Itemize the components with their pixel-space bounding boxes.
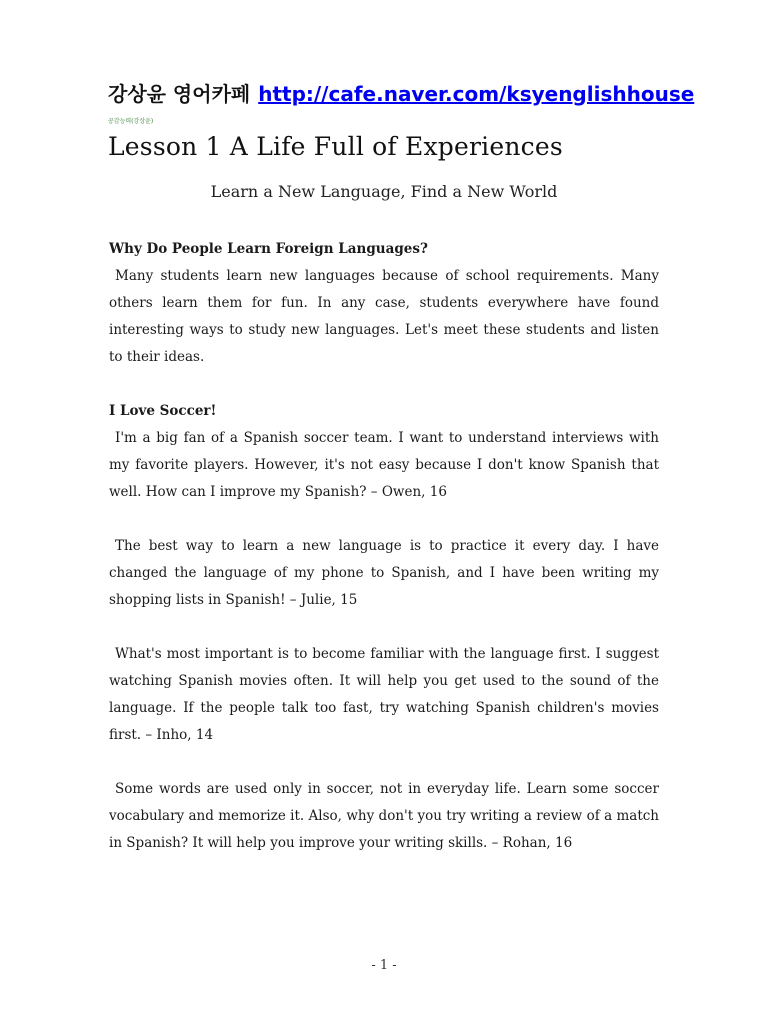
page-number: - 1 -	[371, 958, 397, 973]
lesson-body	[109, 236, 659, 857]
paragraph: I'm a big fan of a Spanish soccer team. I want to understand interviews with my favorite players. However, it's not easy because I don't know Spanish that well. How can I improve my Spanish? – Owen, 16	[109, 430, 659, 500]
spacer	[109, 614, 659, 641]
section-heading: I Love Soccer!	[109, 403, 217, 419]
lesson-subtitle: Learn a New Language, Find a New World	[210, 182, 558, 201]
spacer	[109, 371, 659, 398]
paragraph: What's most important is to become familiar with the language first. I suggest watching Spanish movies often. It will help you get used to the sound of the language. If the people talk too fast, try watching Spanish children's movies first. – Inho, 14	[109, 646, 659, 743]
cafe-header	[108, 80, 694, 108]
lesson-title: Lesson 1 A Life Full of Experiences	[108, 132, 563, 161]
cafe-name: 강상윤 영어카페	[108, 82, 251, 106]
small-note: 공감능력(강상윤)	[108, 118, 154, 125]
paragraph: The best way to learn a new language is to practice it every day. I have changed the language of my phone to Spanish, and I have been writing my shopping lists in Spanish! – Julie, 15	[109, 538, 659, 608]
spacer	[109, 749, 659, 776]
paragraph: Some words are used only in soccer, not in everyday life. Learn some soccer vocabulary and memorize it. Also, why don't you try writing a review of a match in Spanish? It will help you improve your writing skills. – Rohan, 16	[109, 781, 659, 851]
section-heading: Why Do People Learn Foreign Languages?	[109, 241, 428, 257]
cafe-link[interactable]: http://cafe.naver.com/ksyenglishhouse	[258, 82, 695, 106]
spacer	[109, 506, 659, 533]
paragraph: Many students learn new languages because of school requirements. Many others learn them for fun. In any case, students everywhere have found interesting ways to study new languages. Let's meet these students and listen to their ideas.	[109, 268, 659, 365]
